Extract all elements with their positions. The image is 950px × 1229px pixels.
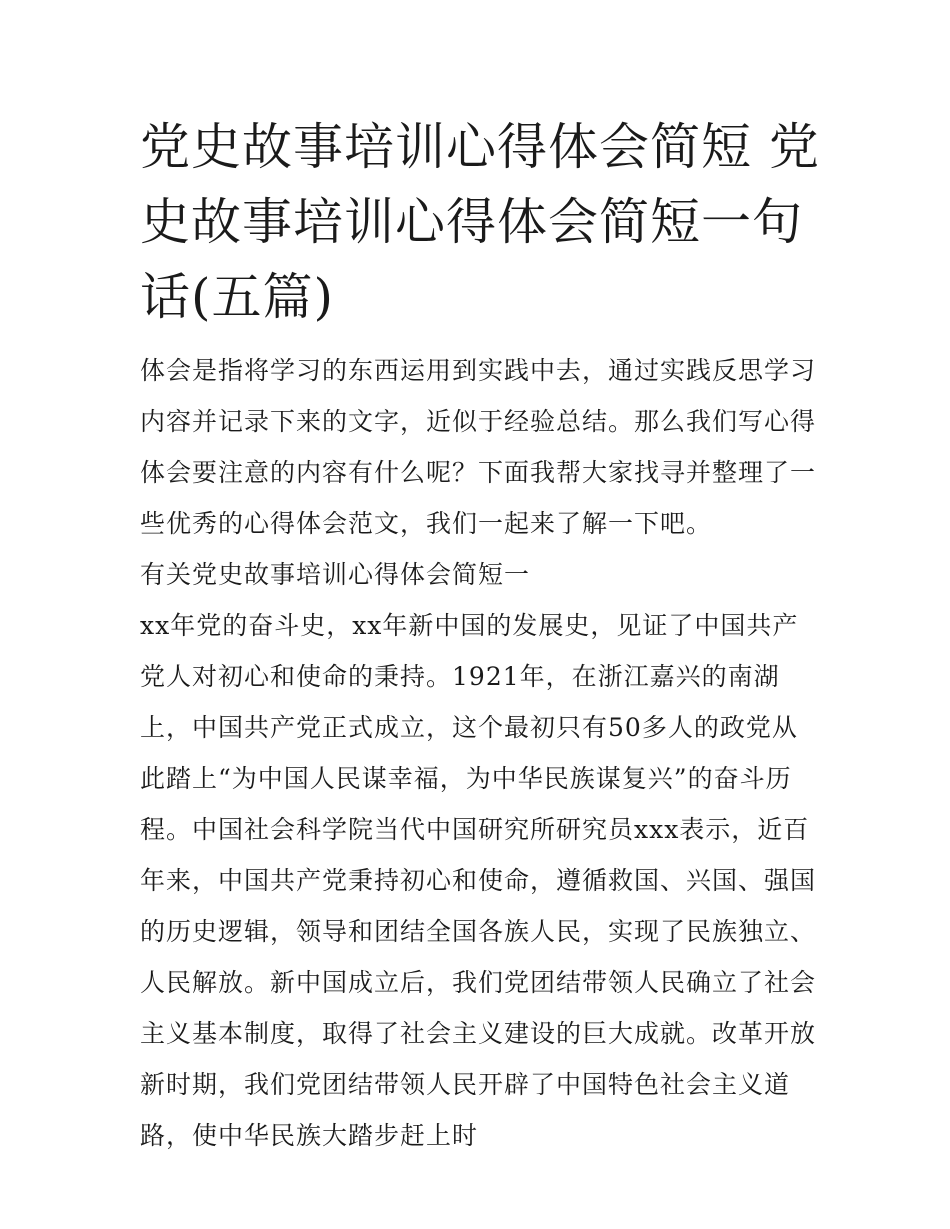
intro-paragraph: 体会是指将学习的东西运用到实践中去，通过实践反思学习内容并记录下来的文字，近似于经验总结。那么我们写心得体会要注意的内容有什么呢？下面我帮大家找寻并整理了一些优秀的心得体会范文，我们一起来了解一下吧。 [140,356,817,538]
document-content [140,110,820,1161]
document-title: 党史故事培训心得体会简短 党史故事培训心得体会简短一句话(五篇) [140,118,820,326]
body-paragraph: xx年党的奋斗史，xx年新中国的发展史，见证了中国共产党人对初心和使命的秉持。1921年，在浙江嘉兴的南湖上，中国共产党正式成立，这个最初只有50多人的政党从此踏上“为中国人民谋幸福，为中华民族谋复兴”的奋斗历程。中国社会科学院当代中国研究所研究员xxx表示，近百年来，中国共产党秉持初心和使命，遵循救国、兴国、强国的历史逻辑，领导和团结全国各族人民，实现了民族独立、人民解放。新中国成立后，我们党团结带领人民确立了社会主义基本制度，取得了社会主义建设的巨大成就。改革开放新时期，我们党团结带领人民开辟了中国特色社会主义道路，使中华民族大踏步赶上时 [140,611,817,1150]
section-heading: 有关党史故事培训心得体会简短一 [140,560,531,589]
